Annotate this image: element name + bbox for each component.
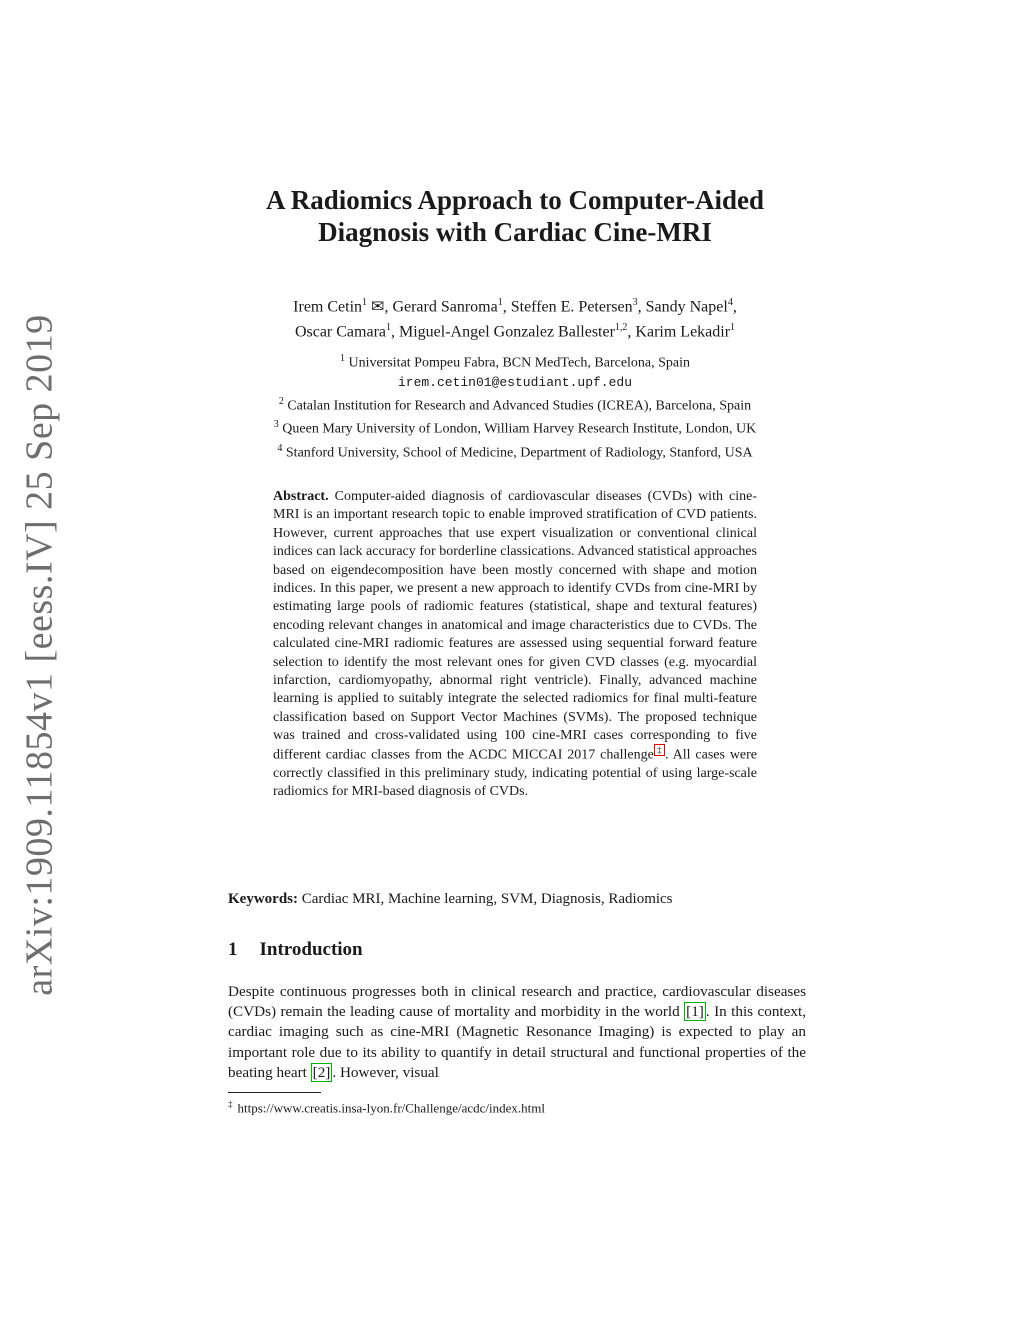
- abstract-text-end: . All cases were correctly classified in this preliminary study, indicating potential of using large-scale radiomics for MRI-based diagnosis of CVDs.: [273, 747, 758, 800]
- author-affil-mark: 1: [730, 322, 736, 334]
- footnote-url[interactable]: https://www.creatis.insa-lyon.fr/Challenge/acdc/index.html: [237, 1100, 545, 1116]
- author-affil-mark: 3: [632, 297, 638, 308]
- citation-link[interactable]: [2]: [312, 1063, 331, 1081]
- footnote-mark: ‡: [228, 1099, 233, 1109]
- section-heading: [228, 938, 363, 962]
- paper-title: [150, 184, 880, 248]
- keywords: [228, 889, 808, 909]
- author-affil-mark: 1: [362, 297, 368, 308]
- author-name: Oscar Camara: [294, 323, 386, 341]
- abstract: [273, 488, 757, 802]
- section-title: Introduction: [259, 939, 363, 960]
- author-affil-mark: 1: [386, 322, 391, 334]
- footnote-rule: [228, 1092, 321, 1093]
- contact-email[interactable]: irem.cetin01@estudiant.upf.edu: [397, 374, 633, 390]
- intro-paragraph: Despite continuous progresses both in clinical research and practice, cardiovascular diseases (CVDs) remain the leading cause of mortality and morbidity in the world [1] . In this context, cardiac imaging such as cine-MRI (Magnetic Resonance Imaging) is expected to play an important role due to its ability to quantify in detail structural and functional properties of the beating heart [2] . However, visual: [228, 983, 807, 1081]
- title-line-1: A Radiomics Approach to Computer-Aided: [265, 185, 765, 215]
- citation-link[interactable]: [1]: [686, 1003, 704, 1021]
- author-name: Steffen E. Petersen: [510, 298, 633, 316]
- author-affil-mark: 1: [497, 297, 503, 308]
- title-line-2: Diagnosis with Cardiac Cine-MRI: [318, 217, 712, 247]
- keywords-text: Cardiac MRI, Machine learning, SVM, Diagnosis, Radiomics: [301, 891, 673, 907]
- affiliation-item: $^1$ Universitat Pompeu Fabra, BCN MedTech, Barcelona, Spain: [339, 353, 691, 371]
- section-number: 1: [228, 939, 238, 960]
- affiliation-item: $^2$ Catalan Institution for Research and Advanced Studies (ICREA), Barcelona, Spain: [278, 395, 752, 414]
- keywords-label: Keywords:: [228, 891, 298, 907]
- author-affil-mark: 1,2: [614, 322, 628, 334]
- affiliation-list: [150, 349, 880, 463]
- author-name: Gerard Sanroma: [392, 298, 498, 316]
- author-name: Irem Cetin: [293, 298, 363, 316]
- footnote: [228, 1096, 545, 1116]
- abstract-text: Computer-aided diagnosis of cardiovascular diseases (CVDs) with cine-MRI is an important research topic to enable improved stratification of CVD patients. However, current approaches that use expert visualization or conventional clinical indices can lack accuracy for borderline classications. Advanced statistical approaches based on eigendecomposition have been mostly concerned with shape and motion indices. In this paper, we present a new approach to identify CVDs from cine-MRI by estimating large pools of radiomic features (statistical, shape and textural features) encoding relevant changes in anatomical and image characteristics due to CVDs. The calculated cine-MRI radiomic features are assessed using sequential forward feature selection to identify the most relevant ones for given CVD classes (e.g. myocardial infarction, cardiomyopathy, abnormal right ventricle). Finally, advanced machine learning is applied to suitably integrate the selected radiomics for final multi-feature classification based on Support Vector Machines (SVMs). The proposed technique was trained and cross-validated using 100 cine-MRI cases corresponding to five different cardiac classes from the ACDC MICCAI 2017 challenge: [273, 489, 757, 763]
- footnote-link[interactable]: ‡: [655, 744, 664, 755]
- author-affil-mark: 4: [727, 297, 733, 308]
- envelope-icon: ✉: [371, 298, 385, 316]
- author-name: Miguel-Angel Gonzalez Ballester: [399, 323, 615, 341]
- arxiv-stamp: [10, 314, 70, 996]
- author-name: Karim Lekadir: [635, 323, 731, 341]
- arxiv-id: arXiv:1909.11854v1 [eess.IV] 25 Sep 2019: [19, 314, 62, 996]
- author-list: Irem Cetin$^1$ ✉, Gerard Sanroma$^1$, Steffen E. Petersen$^3$, Sandy Napel$^4$, Oscar Camara$^1$, Miguel-Angel Gonzalez Ballester$^{1,2}$, Karim Lekadir$^1$: [293, 297, 737, 341]
- affiliation-item: $^4$ Stanford University, School of Medicine, Department of Radiology, Stanford, USA: [277, 442, 753, 461]
- abstract-label: Abstract.: [273, 489, 329, 504]
- author-name: Sandy Napel: [645, 298, 728, 316]
- affiliation-item: $^3$ Queen Mary University of London, William Harvey Research Institute, London, UK: [273, 419, 757, 437]
